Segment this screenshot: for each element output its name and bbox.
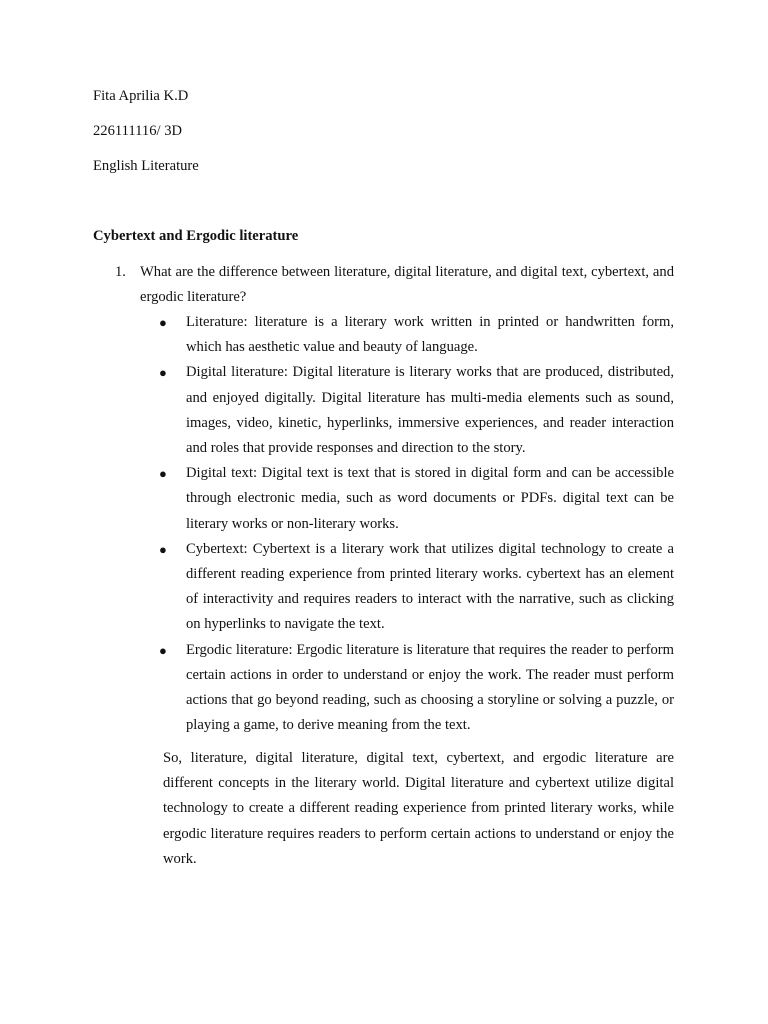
author-name: Fita Aprilia K.D — [93, 88, 189, 104]
bullet-icon: ● — [159, 642, 167, 658]
question-number: 1. — [115, 264, 126, 280]
bullet-text: Digital literature: Digital literature is literary works that are produced, distributed, and enjoyed digitally. Digital literature has multi-media elements such as sound, images, video, kinetic, hyperlinks, immersive experiences, and reader interaction and roles that provide responses and direction to the story. — [186, 364, 674, 457]
bullet-text: Literature: literature is a literary work written in printed or handwritten form, which has aesthetic value and beauty of language. — [186, 314, 674, 356]
bullet-text: Cybertext: Cybertext is a literary work that utilizes digital technology to create a different reading experience from printed literary works. cybertext has an element of interactivity and requires readers to interact with the narrative, such as clicking on hyperlinks to navigate the text. — [186, 540, 674, 633]
answer-bullet-list — [140, 310, 674, 738]
bullet-item-cybertext — [140, 537, 674, 638]
bullet-icon: ● — [159, 541, 167, 557]
bullet-item-ergodic-literature — [140, 638, 674, 739]
conclusion-paragraph: So, literature, digital literature, digital text, cybertext, and ergodic literature are different concepts in the literary world. Digital literature and cybertext utilize digital technology to create a different reading experience from printed literary works, while ergodic literature requires readers to perform certain actions to understand or enjoy the work. — [163, 750, 674, 867]
course-name: English Literature — [93, 158, 199, 174]
question-text: What are the difference between literature, digital literature, and digital text, cybertext, and ergodic literature? — [140, 264, 674, 305]
bullet-icon: ● — [159, 315, 167, 330]
bullet-item-digital-text — [140, 461, 674, 537]
student-id: 226111116/ 3D — [93, 123, 183, 139]
bullet-text: Digital text: Digital text is text that is stored in digital form and can be accessible through electronic media, such as word documents or PDFs. digital text can be literary works or non-literary works. — [186, 465, 674, 532]
bullet-icon: ● — [159, 365, 167, 381]
bullet-icon: ● — [159, 466, 167, 482]
bullet-text: Ergodic literature: Ergodic literature is literature that requires the reader to perform certain actions in order to understand or enjoy the work. The reader must perform actions that go beyond reading, such as choosing a storyline or solving a puzzle, or playing a game, to derive meaning from the text. — [186, 641, 674, 734]
document-title: Cybertext and Ergodic literature — [93, 228, 299, 244]
bullet-item-digital-literature — [140, 360, 674, 461]
bullet-item-literature — [140, 310, 674, 360]
